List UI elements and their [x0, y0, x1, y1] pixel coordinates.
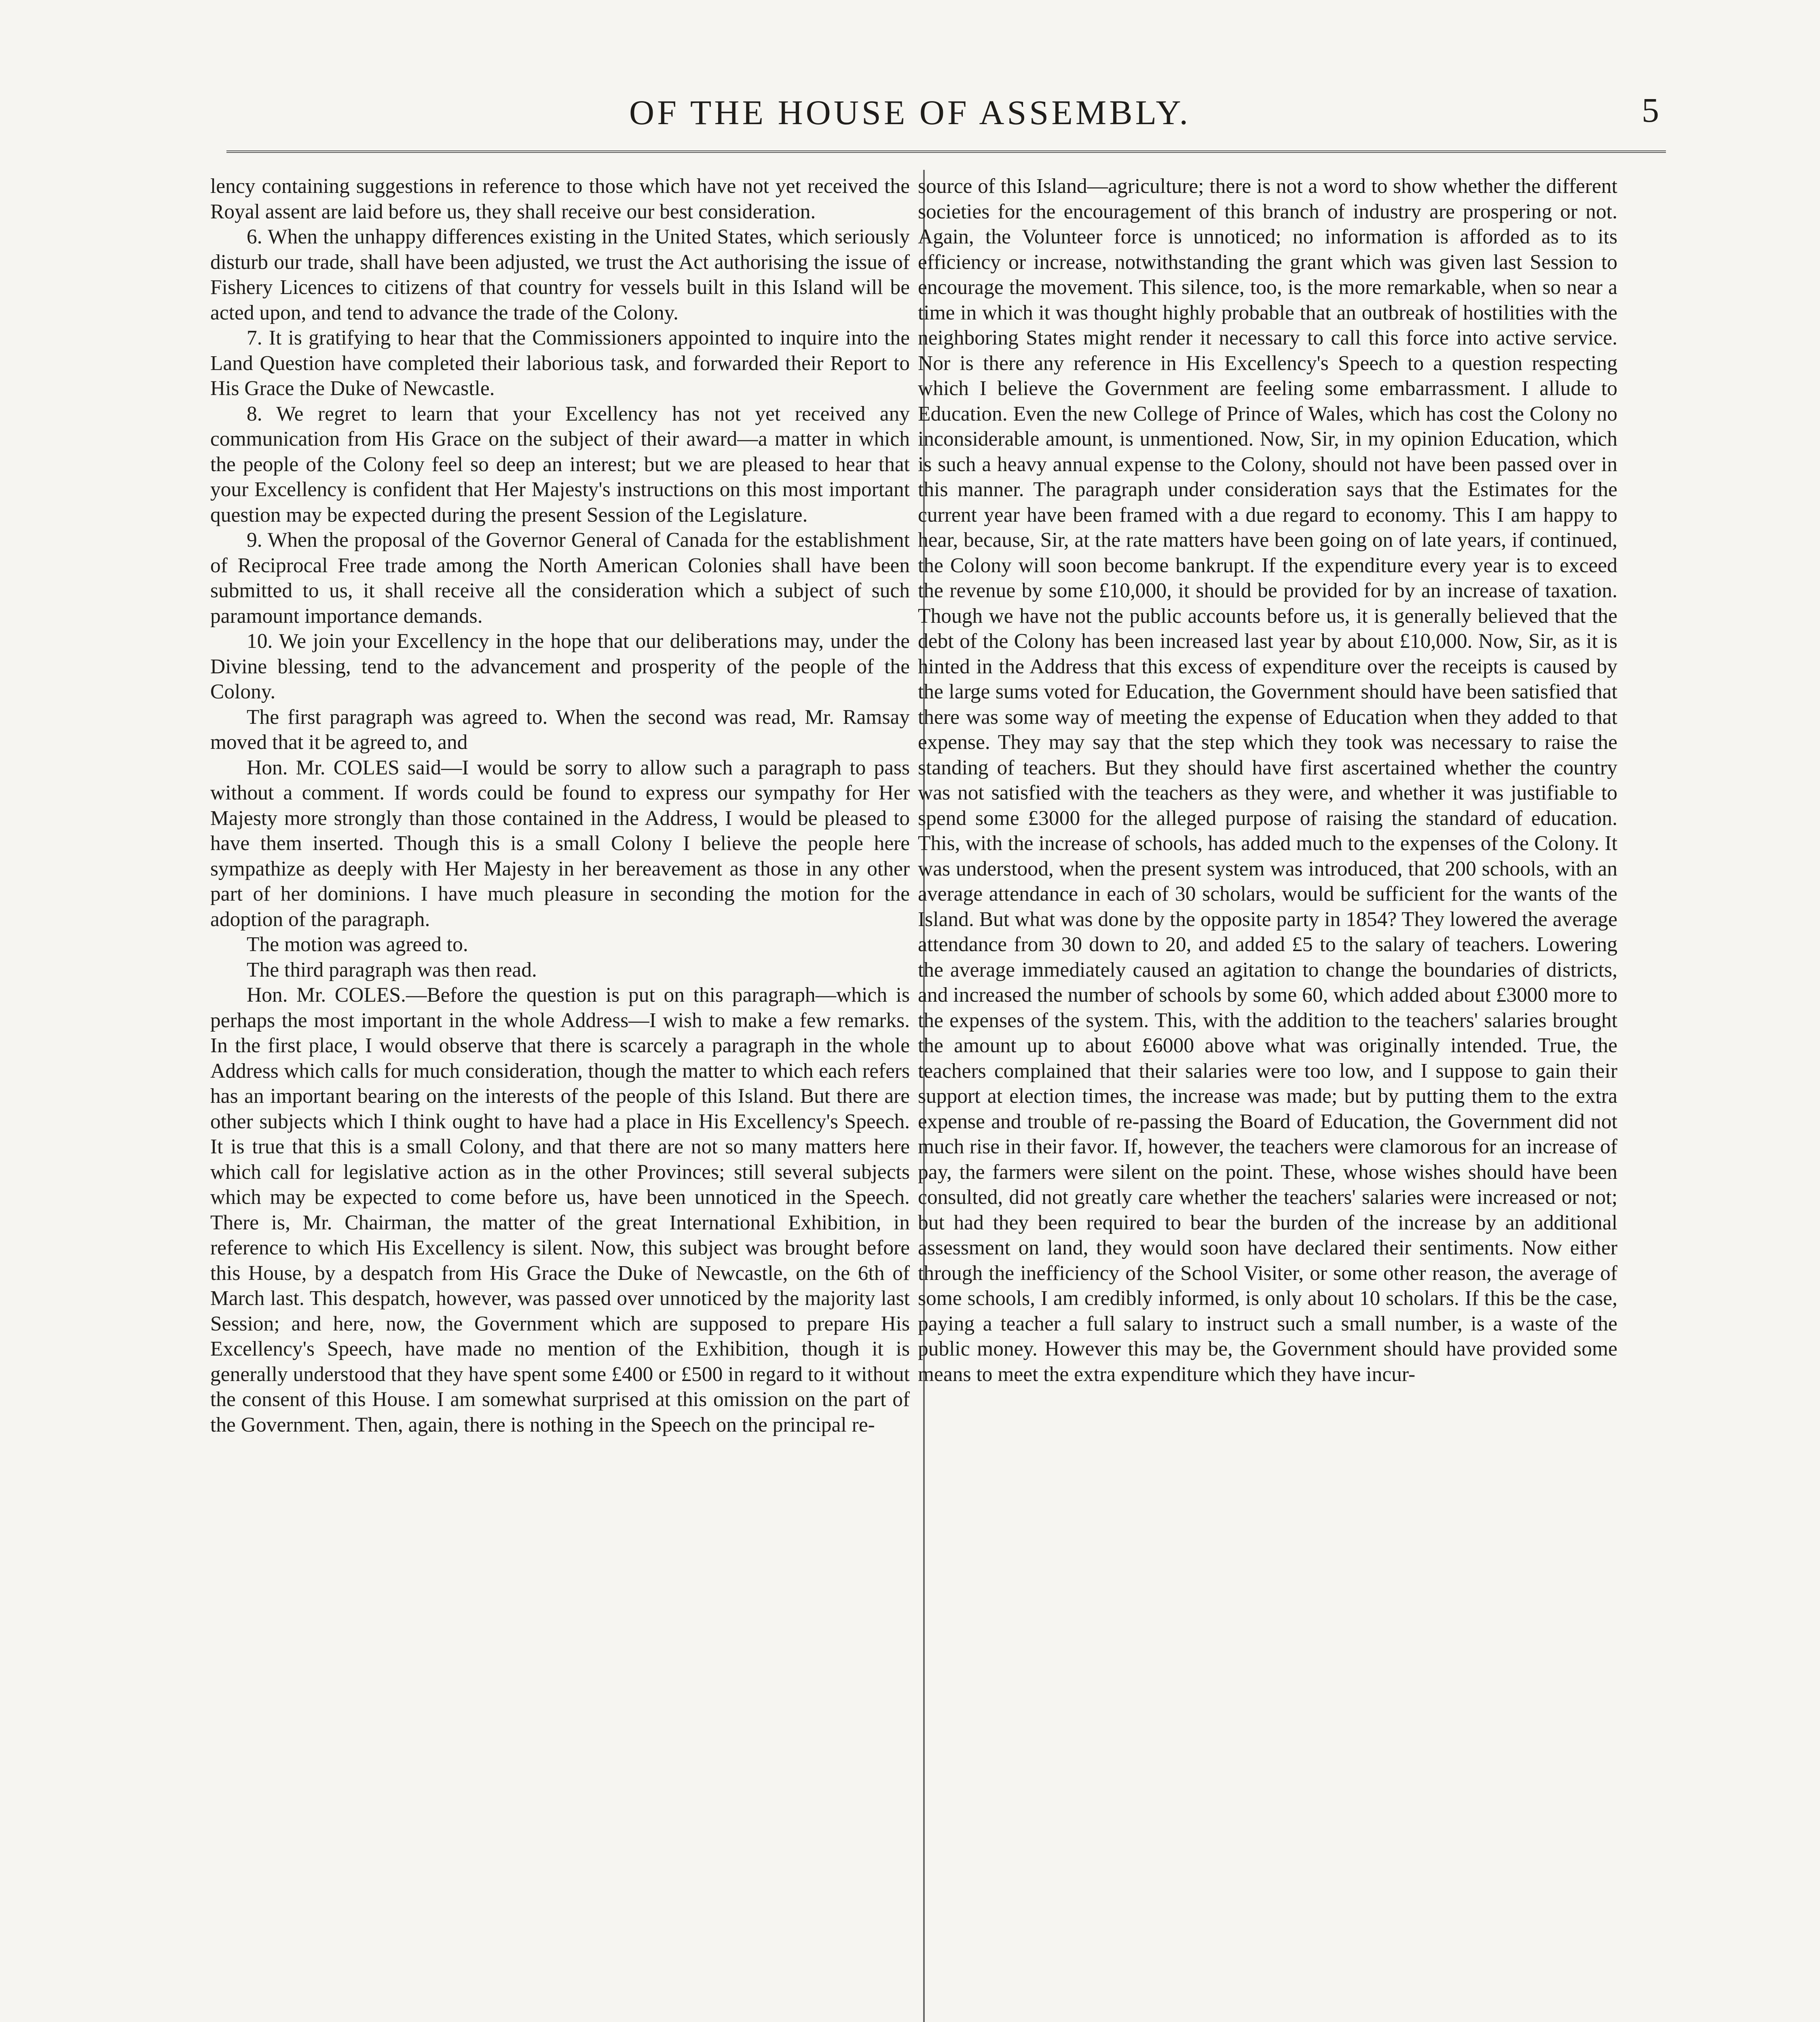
paragraph: 8. We regret to learn that your Excellency has not yet received any communication from His Grace on the subject of their award—a matter in which the people of the Colony feel so deep an interest; but we are pleased to hear that your Excellency is confident that Her Majesty's instructions on this most important question may be expected during the present Session of the Legislature.	[210, 402, 910, 527]
right-column	[918, 174, 1617, 1387]
paragraph: The third paragraph was then read.	[247, 958, 537, 981]
paragraph: Hon. Mr. COLES said—I would be sorry to allow such a paragraph to pass without a comment. If words could be found to express our sympathy for Her Majesty more strongly than those contained in the Address, I would be pleased to have them inserted. Though this is a small Colony I believe the people here sympathize as deeply with Her Majesty in her bereavement as those in any other part of her dominions. I have much pleasure in seconding the motion for the adoption of the paragraph.	[210, 756, 910, 931]
paragraph: 6. When the unhappy differences existing in the United States, which seriously disturb our trade, shall have been adjusted, we trust the Act authorising the issue of Fishery Licences to citizens of that country for vessels built in this Island will be acted upon, and tend to advance the trade of the Colony.	[210, 225, 910, 324]
paragraph: 7. It is gratifying to hear that the Commissioners appointed to inquire into the Land Question have completed their laborious task, and forwarded their Report to His Grace the Duke of Newcastle.	[210, 326, 910, 400]
paragraph: Hon. Mr. COLES.—Before the question is put on this paragraph—which is perhaps the most important in the whole Address—I wish to make a few remarks. In the first place, I would observe that there is scarcely a paragraph in the whole Address which calls for much consideration, though the matter to which each refers has an important bearing on the interests of the people of this Island. But there are other subjects which I think ought to have had a place in His Excellency's Speech. It is true that this is a small Colony, and that there are not so many matters here which call for legislative action as in the other Provinces; still several subjects which may be expected to come before us, have been unnoticed in the Speech. There is, Mr. Chairman, the matter of the great International Exhibition, in reference to which His Excellency is silent. Now, this subject was brought before this House, by a despatch from His Grace the Duke of Newcastle, on the 6th of March last. This despatch, however, was passed over unnoticed by the majority last Session; and here, now, the Government which are supposed to prepare His Excellency's Speech, have made no mention of the Exhibition, though it is generally understood that they have spent some £400 or £500 in regard to it without the consent of this House. I am somewhat surprised at this omission on the part of the Government. Then, again, there is nothing in the Speech on the principal re-	[210, 984, 910, 1436]
paragraph: 10. We join your Excellency in the hope that our deliberations may, under the Divine blessing, tend to the advancement and prosperity of the people of the Colony.	[210, 630, 910, 703]
page-header-title: OF THE HOUSE OF ASSEMBLY.	[629, 93, 1191, 132]
paragraph: source of this Island—agriculture; there is not a word to show whether the different societies for the encouragement of this branch of industry are prospering or not. Again, the Volunteer force is unnoticed; no information is afforded as to its efficiency or increase, notwithstanding the grant which was given last Session to encourage the movement. This silence, too, is the more remarkable, when so near a time in which it was thought highly probable that an outbreak of hostilities with the neighboring States might render it necessary to call this force into active service. Nor is there any reference in His Excellency's Speech to a question respecting which I believe the Government are feeling some embarrassment. I allude to Education. Even the new College of Prince of Wales, which has cost the Colony no inconsiderable amount, is unmentioned. Now, Sir, in my opinion Education, which is such a heavy annual expense to the Colony, should not have been passed over in this manner. The paragraph under consideration says that the Estimates for the current year have been framed with a due regard to economy. This I am happy to hear, because, Sir, at the rate matters have been going on of late years, if continued, the Colony will soon become bankrupt. If the expenditure every year is to exceed the revenue by some £10,000, it should be provided for by an increase of taxation. Though we have not the public accounts before us, it is generally believed that the debt of the Colony has been increased last year by about £10,000. Now, Sir, as it is hinted in the Address that this excess of expenditure over the receipts is caused by the large sums voted for Education, the Government should have been satisfied that there was some way of meeting the expense of Education when they added to that expense. They may say that the step which they took was necessary to raise the standing of teachers. But they should have first ascertained whether the country was not satisfied with the teachers as they were, and whether it was justifiable to spend some £3000 for the alleged purpose of raising the standard of education. This, with the increase of schools, has added much to the expenses of the Colony. It was understood, when the present system was introduced, that 200 schools, with an average attendance in each of 30 scholars, would be sufficient for the wants of the Island. But what was done by the opposite party in 1854? They lowered the average attendance from 30 down to 20, and added £5 to the salary of teachers. Lowering the average immediately caused an agitation to change the boundaries of districts, and increased the number of schools by some 60, which added about £3000 more to the expenses of the system. This, with the addition to the teachers' salaries brought the amount up to about £6000 above what was originally intended. True, the teachers complained that their salaries were too low, and I suppose to gain their support at election times, the increase was made; but by putting them to the extra expense and trouble of re-passing the Board of Education, the Government did not much rise in their favor. If, however, the teachers were clamorous for an increase of pay, the farmers were silent on the point. These, whose wishes should have been consulted, did not greatly care whether the teachers' salaries were increased or not; but had they been required to bear the burden of the increase by an additional assessment on land, they would soon have declared their sentiments. Now either through the inefficiency of the School Visiter, or some other reason, the average of some schools, I am credibly informed, is only about 10 scholars. If this be the case, paying a teacher a full salary to instruct such a small number, is a waste of the public money. However this may be, the Government should have provided some means to meet the extra expenditure which they have incur-	[918, 175, 1617, 1386]
header-rule	[226, 150, 1666, 153]
page-number: 5	[1642, 91, 1659, 129]
paragraph: 9. When the proposal of the Governor General of Canada for the establishment of Reciprocal Free trade among the North American Colonies shall have been submitted to us, it shall receive all the consideration which a subject of such paramount importance demands.	[210, 529, 910, 628]
left-column	[210, 174, 910, 1438]
paragraph: The first paragraph was agreed to. When the second was read, Mr. Ramsay moved that it be agreed to, and	[210, 705, 910, 754]
paragraph: The motion was agreed to.	[247, 933, 468, 956]
paragraph: lency containing suggestions in reference to those which have not yet received the Royal assent are laid before us, they shall receive our best consideration.	[210, 175, 910, 223]
